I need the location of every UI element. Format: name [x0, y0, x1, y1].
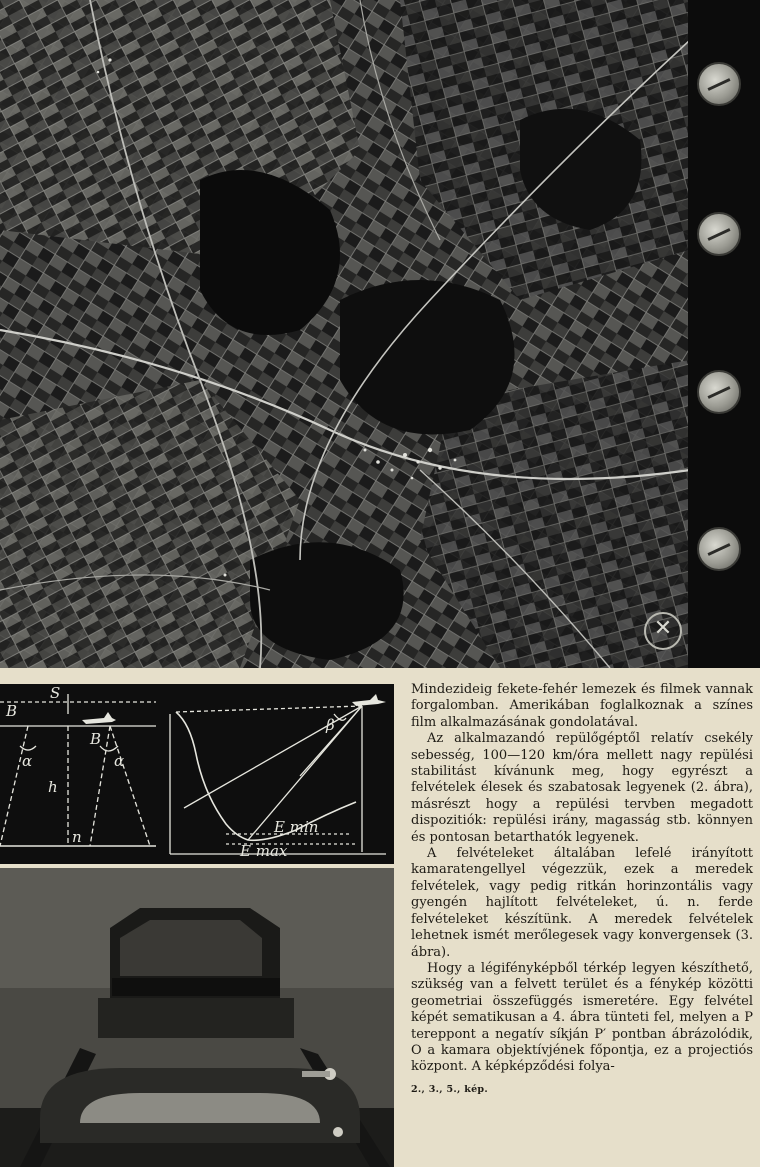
- fiducial-mark: [697, 212, 741, 256]
- cross-mark-icon: ✕: [644, 612, 682, 650]
- camera-photo-render: [0, 868, 394, 1167]
- label-e-max: E max: [240, 842, 288, 860]
- paragraph: Hogy a légifényképből térkép legyen készíthető, szükség van a felvett terület és a fénykép közötti geometriai összefüggés ismeretére. Egy felvétel képét sematikusan a 4. ábra tünteti fel, melyen a P tereppont a negatív síkján P′ pontban ábrázolódik, O a kamara objektívjének főpontja, ez a projectiós központ. A képképződési folya-: [411, 960, 753, 1075]
- label-b-base: B: [90, 730, 102, 748]
- paragraph: Mindezideig fekete-fehér lemezek és filmek vannak forgalomban. Amerikában foglalkoznak a színes film alkalmazásának gondolatával.: [411, 682, 753, 730]
- label-alpha-left: α: [22, 752, 33, 770]
- label-beta: β: [326, 716, 335, 734]
- fiducial-mark: [697, 527, 741, 571]
- overlap-diagram: [0, 684, 156, 864]
- article-text-column: [411, 682, 753, 1098]
- aerial-camera-photograph: [0, 868, 394, 1167]
- label-b: B: [6, 702, 18, 720]
- label-alpha-right: α: [114, 752, 125, 770]
- oblique-diagram-lines: [156, 684, 394, 864]
- paragraph: A felvételeket általában lefelé irányított kamaratengellyel végezzük, ezek a meredek felvételek, vagy pedig ritkán horinzontális vagy gyengén hajlított felvételeket, ú. n. ferde felvételeket készítünk. A meredek felvételek lehetnek ismét merőlegesek vagy konvergensek (3. ábra).: [411, 846, 753, 960]
- label-e-min: E min: [274, 818, 319, 836]
- label-h: h: [48, 778, 58, 796]
- fiducial-mark: [697, 370, 741, 414]
- label-s: S: [50, 684, 61, 702]
- figure-caption: 2., 3., 5., kép.: [411, 1083, 488, 1095]
- fiducial-mark: [697, 62, 741, 106]
- oblique-diagram: [156, 684, 394, 864]
- paragraph: Az alkalmazandó repülőgéptől relatív csekély sebesség, 100—120 km/óra mellett nagy repülési stabilitást kívánunk meg, hogy egyrészt a felvételek élesek és szabatosak legyenek (2. ábra), másrészt hogy a repülési tervben megadott dispozitiók: repülési irány, magasság stb. könnyen és pontosan betarthatók legyenek.: [411, 731, 753, 845]
- label-n: n: [72, 828, 82, 846]
